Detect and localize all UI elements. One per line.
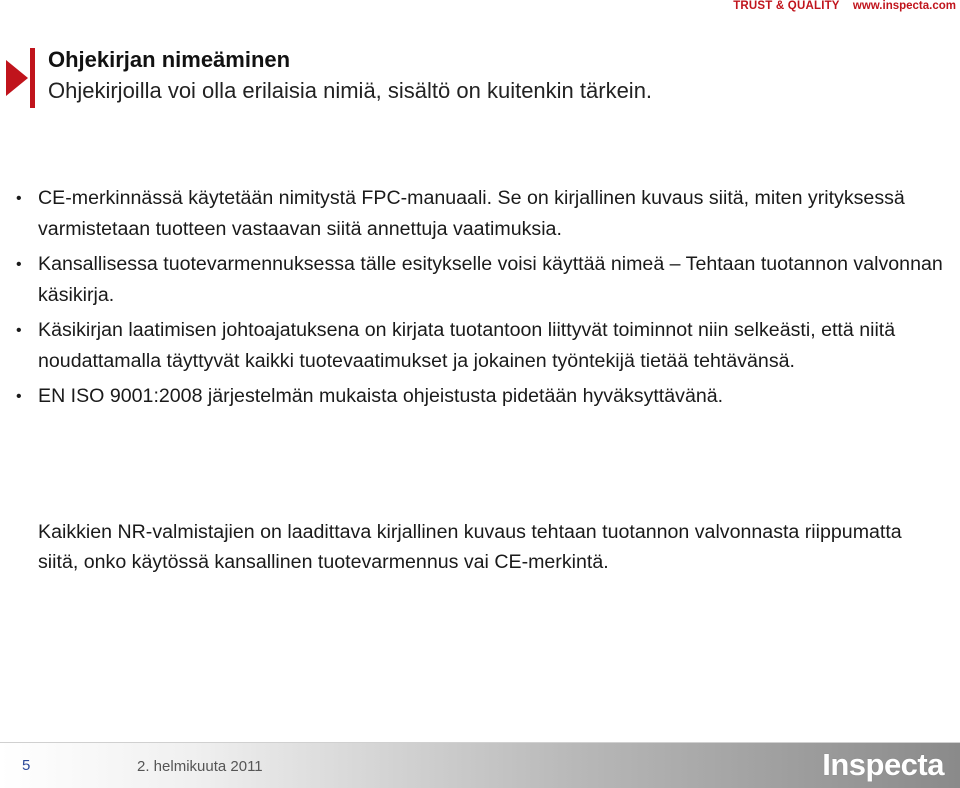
bullet-dot-icon: • <box>16 388 22 405</box>
inspecta-logo <box>822 747 944 783</box>
slide-subtitle: Ohjekirjoilla voi olla erilaisia nimiä, sisältö on kuitenkin tärkein. <box>48 78 653 103</box>
logo-text: Inspecta <box>822 747 944 782</box>
bullet-text: Kansallisessa tuotevarmennuksessa tälle esitykselle voisi käyttää nimeä – Tehtaan tuotannon valvonnan käsikirja. <box>38 253 943 306</box>
bullet-item <box>14 183 944 245</box>
bullet-item <box>14 315 944 377</box>
page-number: 5 <box>22 757 31 774</box>
bullet-dot-icon: • <box>16 322 22 339</box>
bullet-dot-icon: • <box>16 190 22 207</box>
bullet-item <box>14 249 944 311</box>
footer-date: 2. helmikuuta 2011 <box>137 758 263 775</box>
header-brand <box>733 0 956 16</box>
bullet-text: EN ISO 9001:2008 järjestelmän mukaista ohjeistusta pidetään hyväksyttävänä. <box>38 385 724 407</box>
slide-title: Ohjekirjan nimeäminen <box>48 47 291 72</box>
brand-tagline: TRUST & QUALITY <box>733 0 840 12</box>
footer-bar <box>0 742 960 788</box>
bullet-item <box>14 381 944 412</box>
bullet-text: CE-merkinnässä käytetään nimitystä FPC-manuaali. Se on kirjallinen kuvaus siitä, miten yrityksessä varmistetaan tuotteen vastaavan siitä annettuja vaatimuksia. <box>38 187 905 240</box>
brand-url: www.inspecta.com <box>852 0 956 12</box>
bullet-list <box>14 183 944 416</box>
bullet-text: Käsikirjan laatimisen johtoajatuksena on kirjata tuotantoon liittyvät toiminnot niin selkeästi, että niitä noudattamalla täyttyvät kaikki tuotevaatimukset ja jokainen työntekijä tietää tehtävänsä. <box>38 319 896 372</box>
closing-paragraph: Kaikkien NR-valmistajien on laadittava kirjallinen kuvaus tehtaan tuotannon valvonnasta riippumatta siitä, onko käytössä kansallinen tuotevarmennus vai CE-merkintä. <box>38 521 902 573</box>
title-accent-bar <box>30 48 35 108</box>
bullet-dot-icon: • <box>16 256 22 273</box>
